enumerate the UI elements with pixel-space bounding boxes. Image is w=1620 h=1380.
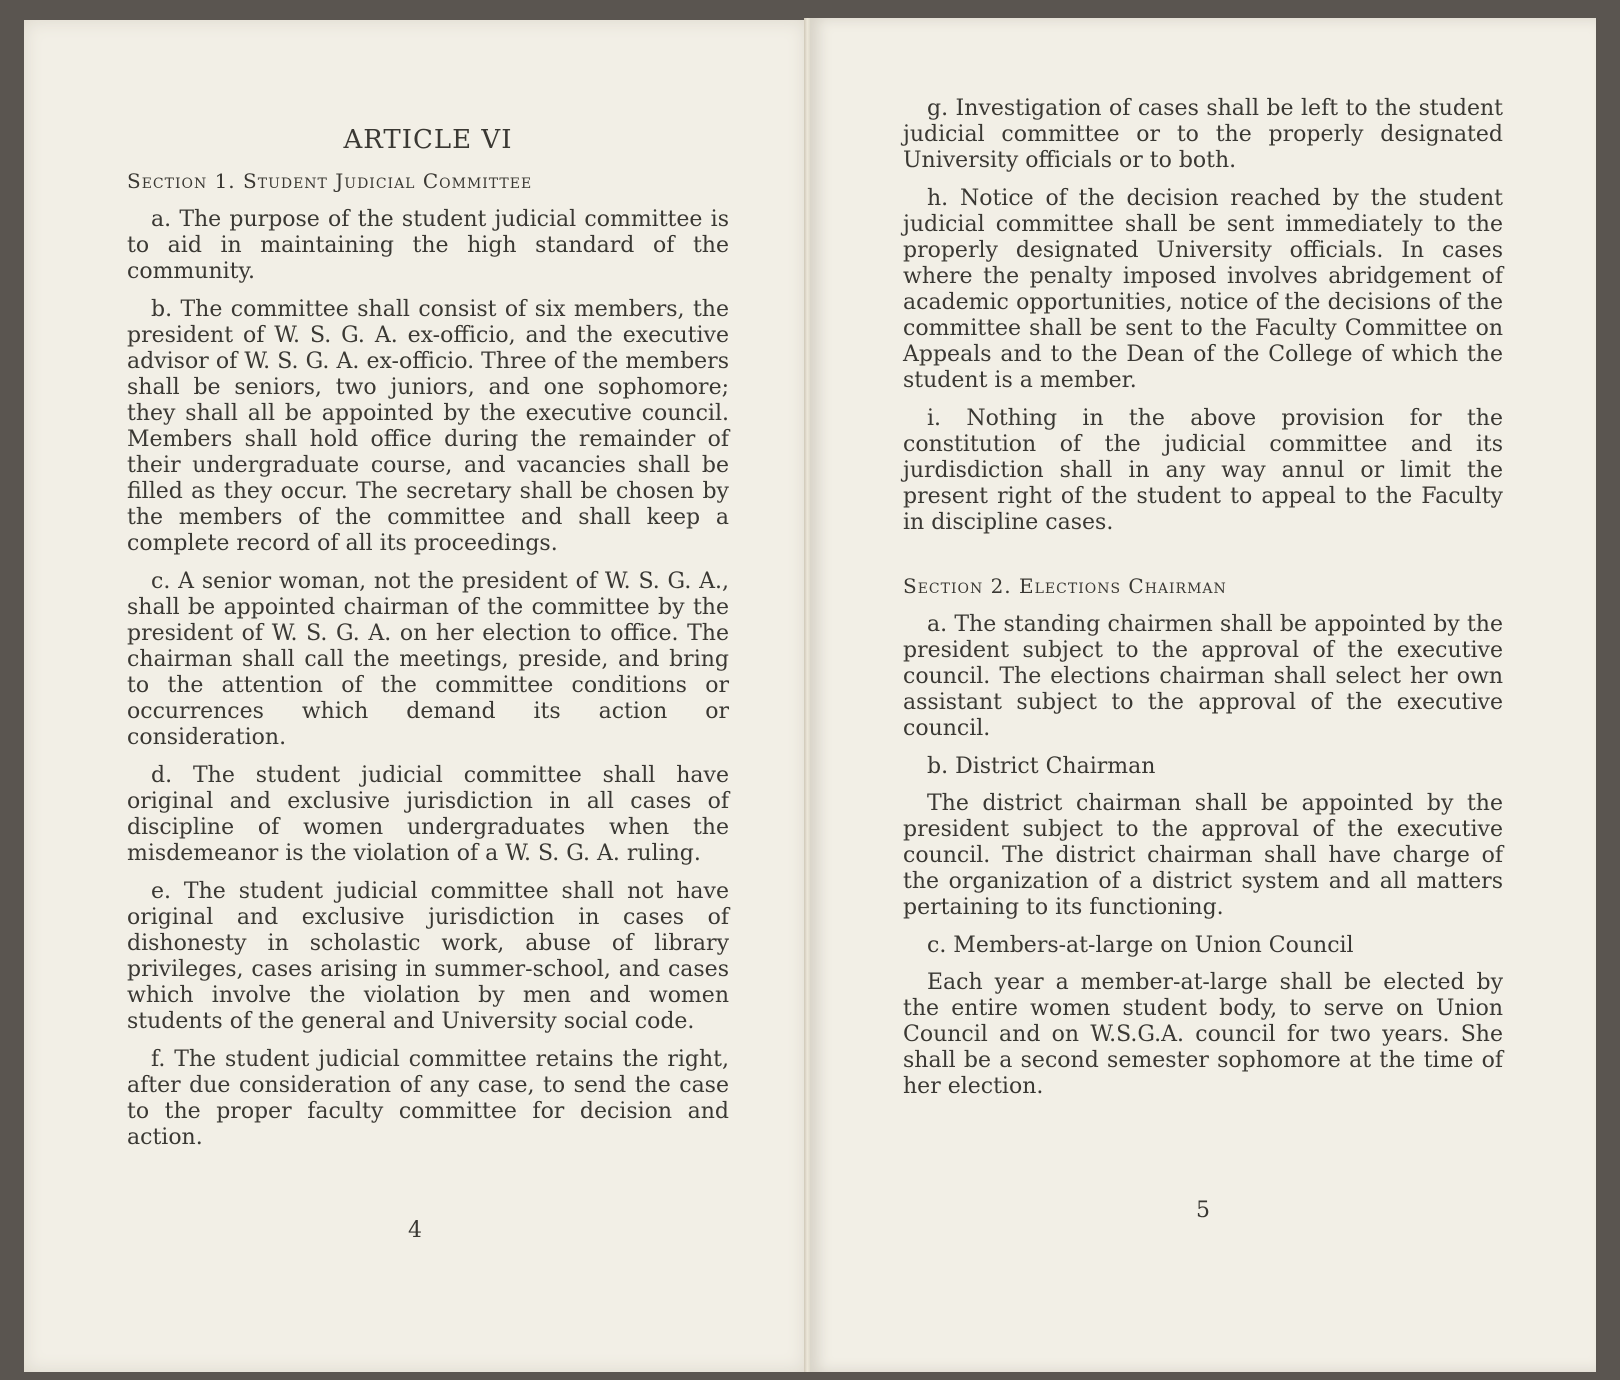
section-2-heading: Section 2. Elections Chairman: [903, 574, 1227, 598]
paragraph-2c: Each year a member-at-large shall be elected by the entire women student body, to serve on Union Council and on W.S.G.A. council for two years. She shall be a second semester sophomore at the time of her election.: [903, 970, 1503, 1099]
paragraph-c: c. A senior woman, not the president of W. S. G. A., shall be appointed chairman of the committee by the president of W. S. G. A. on her election to office. The chairman shall call the meetings, preside, and bring to the attention of the committee conditions or occurrences which demand its action or consideration.: [127, 569, 729, 750]
section-1-heading: Section 1. Student Judicial Committee: [127, 169, 533, 193]
paragraph-f: f. The student judicial committee retains the right, after due consideration of any case, to send the case to the proper faculty committee for decision and action.: [127, 1047, 729, 1150]
paragraph-b: b. The committee shall consist of six members, the president of W. S. G. A. ex-officio, and the executive advisor of W. S. G. A. ex-officio. Three of the members shall be seniors, two juniors, and one sophomore; they shall all be appointed by the executive council. Members shall hold office during the remainder of their undergraduate course, and vacancies shall be filled as they occur. The secretary shall be chosen by the members of the committee and shall keep a complete record of all its proceedings.: [127, 297, 729, 556]
subhead-members-at-large: c. Members-at-large on Union Council: [927, 933, 1354, 958]
paragraph-h: h. Notice of the decision reached by the student judicial committee shall be sent immediately to the properly designated University officials. In cases where the penalty imposed involves abridgement of academic opportunities, notice of the decisions of the committee shall be sent to the Faculty Committee on Appeals and to the Dean of the College of which the student is a member.: [903, 186, 1503, 393]
left-page: [24, 20, 806, 1372]
paragraph-g: g. Investigation of cases shall be left to the student judicial committee or to the properly designated University officials or to both.: [903, 96, 1503, 173]
paragraph-2b: The district chairman shall be appointed by the president subject to the approval of the executive council. The district chairman shall have charge of the organization of a district system and all matters pertaining to its functioning.: [903, 791, 1503, 920]
page-number-left: 4: [408, 1218, 422, 1243]
paragraph-a: a. The purpose of the student judicial committee is to aid in maintaining the high standard of the community.: [127, 207, 729, 284]
right-page: [810, 18, 1596, 1372]
paragraph-2a: a. The standing chairmen shall be appointed by the president subject to the approval of the executive council. The elections chairman shall select her own assistant subject to the approval of the executive council.: [903, 612, 1503, 741]
right-page-content: [903, 96, 1503, 1112]
paragraph-e: e. The student judicial committee shall not have original and exclusive jurisdiction in cases of dishonesty in scholastic work, abuse of library privileges, cases arising in summer-school, and cases which involve the violation by men and women students of the general and University social code.: [127, 879, 729, 1034]
page-number-right: 5: [1196, 1198, 1210, 1223]
paragraph-i: i. Nothing in the above provision for the constitution of the judicial committee and its jurdisdiction shall in any way annul or limit the present right of the student to appeal to the Faculty in discipline cases.: [903, 406, 1503, 535]
paragraph-d: d. The student judicial committee shall have original and exclusive jurisdiction in all cases of discipline of women undergraduates when the misdemeanor is the violation of a W. S. G. A. ruling.: [127, 763, 729, 866]
article-title: ARTICLE VI: [343, 125, 513, 155]
subhead-district-chairman: b. District Chairman: [927, 754, 1156, 779]
spacer: [903, 548, 1503, 574]
left-page-content: [127, 125, 729, 1163]
